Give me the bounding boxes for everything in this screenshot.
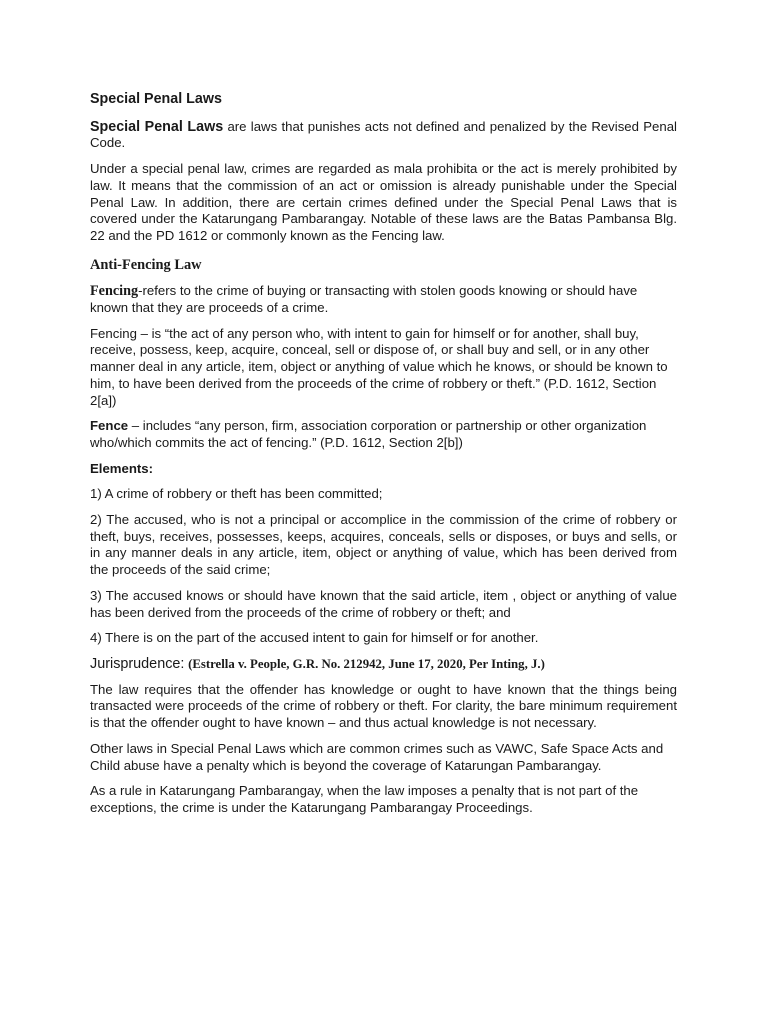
element-item-4: 4) There is on the part of the accused intent to gain for himself or for another. [90, 630, 539, 646]
document-body [90, 91, 677, 826]
fence-definition-text: – includes “any person, firm, association corporation or partnership or other organization who/which commits the act of fencing.” (P.D. 1612, Section 2[b]) [90, 418, 647, 450]
fence-definition [90, 418, 677, 451]
law-requires-paragraph: The law requires that the offender has knowledge or ought to have known that the things being transacted were proceeds of the crime of robbery or theft. For clarity, the bare minimum requirement is that the offender ought to have known – and thus actual knowledge is not necessary. [90, 681, 677, 731]
jurisprudence-line [90, 656, 677, 673]
elements-label: Elements: [90, 460, 154, 476]
intro-paragraph [90, 119, 677, 152]
page-title: Special Penal Laws [90, 91, 222, 107]
fencing-quote-paragraph: Fencing – is “the act of any person who, with intent to gain for himself or for another, shall buy, receive, possess, keep, acquire, conceal, sell or dispose of, or shall buy and sell, or in any other manner deal in any article, item, object or anything of value which he knows, or should be known to him, to have been derived from the proceeds of the crime of robbery or theft.” (P.D. 1612, Section 2[a]) [90, 325, 668, 408]
intro-term: Special Penal Laws [90, 118, 224, 135]
rule-paragraph: As a rule in Katarungang Pambarangay, when the law imposes a penalty that is not part of the exceptions, the crime is under the Katarungang Pambarangay Proceedings. [90, 783, 639, 815]
fencing-definition-text: -refers to the crime of buying or transacting with stolen goods knowing or should have known that they are proceeds of a crime. [90, 283, 638, 316]
intro-text: are laws that punishes acts not defined and penalized by the Revised Penal Code. [90, 118, 677, 151]
fence-term: Fence [90, 418, 129, 434]
fencing-definition [90, 283, 677, 316]
fencing-term: Fencing [90, 283, 139, 300]
element-item-3: 3) The accused knows or should have known that the said article, item , object or anything of value has been derived from the proceeds of the crime of robbery or theft; and [90, 587, 677, 620]
other-laws-paragraph: Other laws in Special Penal Laws which are common crimes such as VAWC, Safe Space Acts and Child abuse have a penalty which is beyond the coverage of Katarungan Pambarangay. [90, 740, 664, 773]
element-item-2: 2) The accused, who is not a principal or accomplice in the commission of the crime of robbery or theft, buys, receives, possesses, keeps, acquires, conceals, sells or disposes, or buys and sells, or in any manner deals in any article, item, object or anything of value, which has been derived from the proceeds of the said crime; [90, 512, 677, 578]
anti-fencing-heading: Anti-Fencing Law [90, 256, 202, 273]
jurisprudence-citation: (Estrella v. People, G.R. No. 212942, June 17, 2020, Per Inting, J.) [188, 656, 545, 671]
jurisprudence-label: Jurisprudence: [90, 655, 185, 672]
element-item-1: 1) A crime of robbery or theft has been committed; [90, 486, 383, 502]
mala-prohibita-paragraph: Under a special penal law, crimes are regarded as mala prohibita or the act is merely prohibited by law. It means that the commission of an act or omission is already punishable under the Special Penal Law. In addition, there are certain crimes defined under the Special Penal Laws that is covered under the Katarungang Pambarangay. Notable of these laws are the Batas Pambansa Blg. 22 and the PD 1612 or commonly known as the Fencing law. [90, 161, 677, 243]
